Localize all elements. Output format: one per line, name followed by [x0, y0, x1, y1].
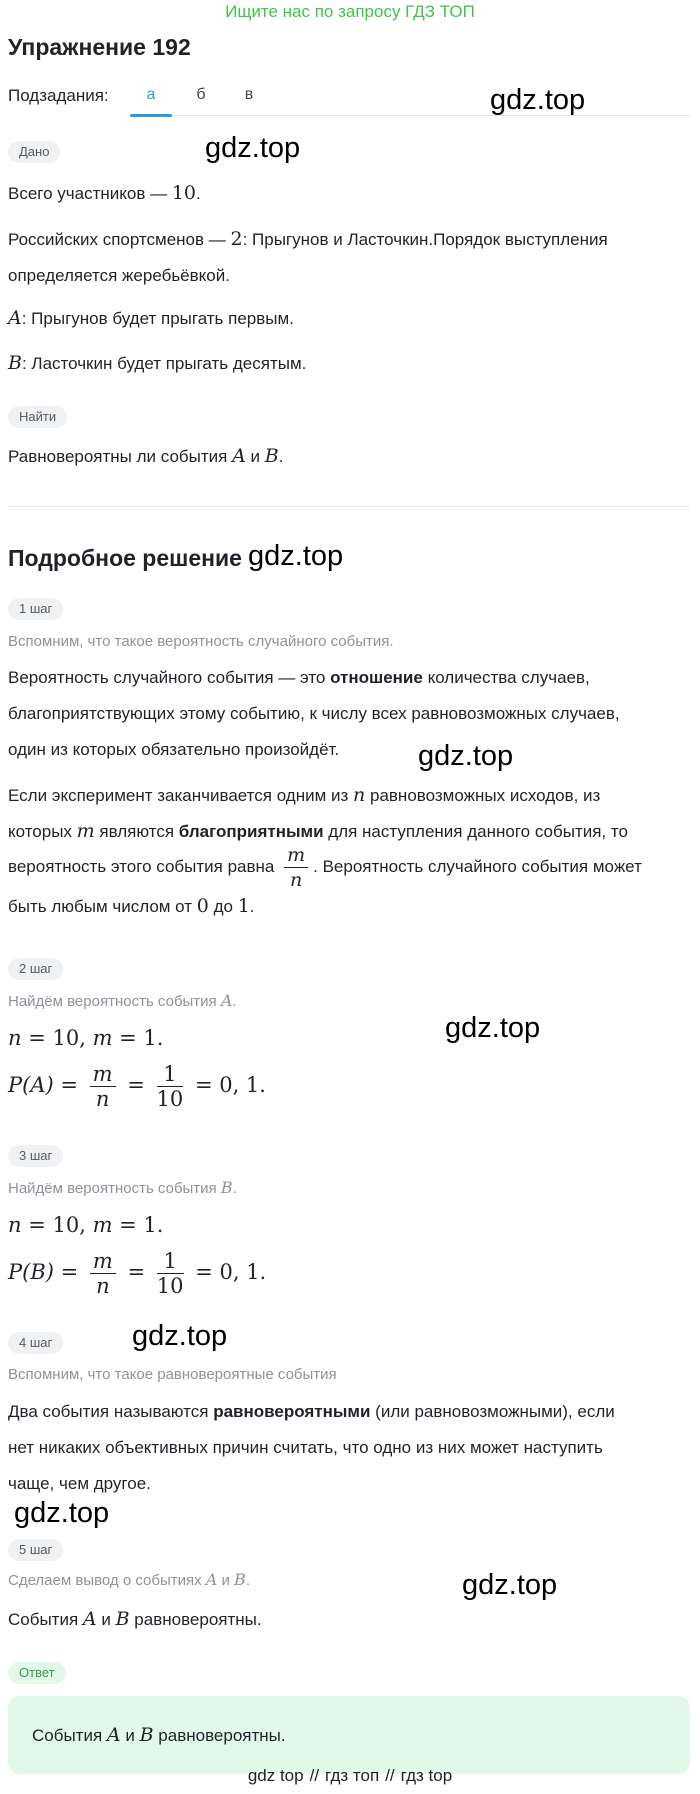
- step1-badge: 1 шаг: [8, 598, 63, 620]
- step1-line-a: Если эксперимент заканчивается одним из n равновозможных исходов, из: [8, 784, 601, 806]
- step3-badge: 3 шаг: [8, 1145, 63, 1167]
- step5-badge: 5 шаг: [8, 1539, 63, 1561]
- given-event-a: A: Прыгунов будет прыгать первым.: [8, 307, 294, 329]
- tab-b[interactable]: б: [196, 86, 206, 103]
- section-divider: [8, 506, 690, 507]
- step3-hint: Найдём вероятность события B.: [8, 1178, 237, 1197]
- promo-banner[interactable]: Ищите нас по запросу ГДЗ ТОП: [225, 2, 475, 21]
- fraction-m-over-n: $\frac{m}{n}$: [284, 843, 308, 892]
- active-tab-indicator: [130, 114, 172, 117]
- step3-values: n = 10, m = 1.: [8, 1213, 164, 1237]
- step2-formula: P(A) = $\frac{m}{n}$ = $\frac{1}{10}$ = 0, 1.: [8, 1062, 266, 1111]
- footer-link[interactable]: гдз top: [400, 1766, 453, 1785]
- given-total: Всего участников — 10.: [8, 182, 201, 204]
- step2-hint: Найдём вероятность события A.: [8, 991, 237, 1010]
- step1-line-b: которых m являются благоприятными для наступления данного события, то: [8, 820, 628, 842]
- tab-a[interactable]: а: [146, 86, 156, 103]
- given-russian: Российских спортсменов — 2: Прыгунов и Ласточкин.Порядок выступления определяется жеребьёвкой.: [8, 228, 608, 285]
- watermark: gdz.top: [445, 1012, 541, 1044]
- step2-badge: 2 шаг: [8, 958, 63, 980]
- footer-separator: //: [385, 1766, 395, 1785]
- step1-hint: Вспомним, что такое вероятность случайного события.: [8, 633, 394, 650]
- find-question: Равновероятны ли события A и B.: [8, 445, 284, 467]
- page-title: Упражнение 192: [8, 34, 191, 60]
- footer-links: [0, 1766, 700, 1786]
- subtasks-label: Подзадания:: [8, 86, 109, 105]
- answer-text: События A и B равновероятны.: [32, 1724, 286, 1746]
- watermark: gdz.top: [490, 84, 586, 116]
- solution-title: Подробное решение: [8, 545, 242, 571]
- tabs-baseline: [130, 115, 690, 116]
- footer-link[interactable]: gdz top: [247, 1766, 304, 1785]
- given-event-b: B: Ласточкин будет прыгать десятым.: [8, 352, 307, 374]
- find-badge: Найти: [8, 406, 67, 428]
- step1-line-d: быть любым числом от 0 до 1.: [8, 895, 255, 917]
- step4-badge: 4 шаг: [8, 1332, 63, 1354]
- watermark: gdz.top: [132, 1320, 228, 1352]
- tab-v[interactable]: в: [244, 86, 254, 103]
- given-badge: Дано: [8, 141, 60, 163]
- step1-line-c: вероятность этого события равна $\frac{m}{n}$ . Вероятность случайного события может: [8, 844, 642, 892]
- answer-badge: Ответ: [8, 1662, 66, 1684]
- step3-formula: P(B) = $\frac{m}{n}$ = $\frac{1}{10}$ = 0, 1.: [8, 1249, 267, 1298]
- footer-link[interactable]: гдз топ: [325, 1766, 380, 1785]
- step2-values: n = 10, m = 1.: [8, 1026, 164, 1050]
- footer-separator: //: [309, 1766, 320, 1785]
- step5-conclusion: События A и B равновероятны.: [8, 1608, 262, 1630]
- watermark: gdz.top: [14, 1497, 110, 1529]
- step4-hint: Вспомним, что такое равновероятные события: [8, 1366, 337, 1383]
- step1-definition: Вероятность случайного события — это отношение количества случаев, благоприятствующих этому событию, к числу всех равновозможных случаев, один из которых обязательно произойдёт.: [8, 668, 620, 759]
- watermark: gdz.top: [248, 540, 344, 572]
- step5-hint: Сделаем вывод о событиях A и B.: [8, 1570, 250, 1589]
- watermark: gdz.top: [418, 740, 514, 772]
- step4-definition: Два события называются равновероятными (или равновозможными), если нет никаких объективных причин считать, что одно из них может наступить чаще, чем другое.: [8, 1402, 615, 1493]
- watermark: gdz.top: [205, 132, 301, 164]
- watermark: gdz.top: [462, 1569, 558, 1601]
